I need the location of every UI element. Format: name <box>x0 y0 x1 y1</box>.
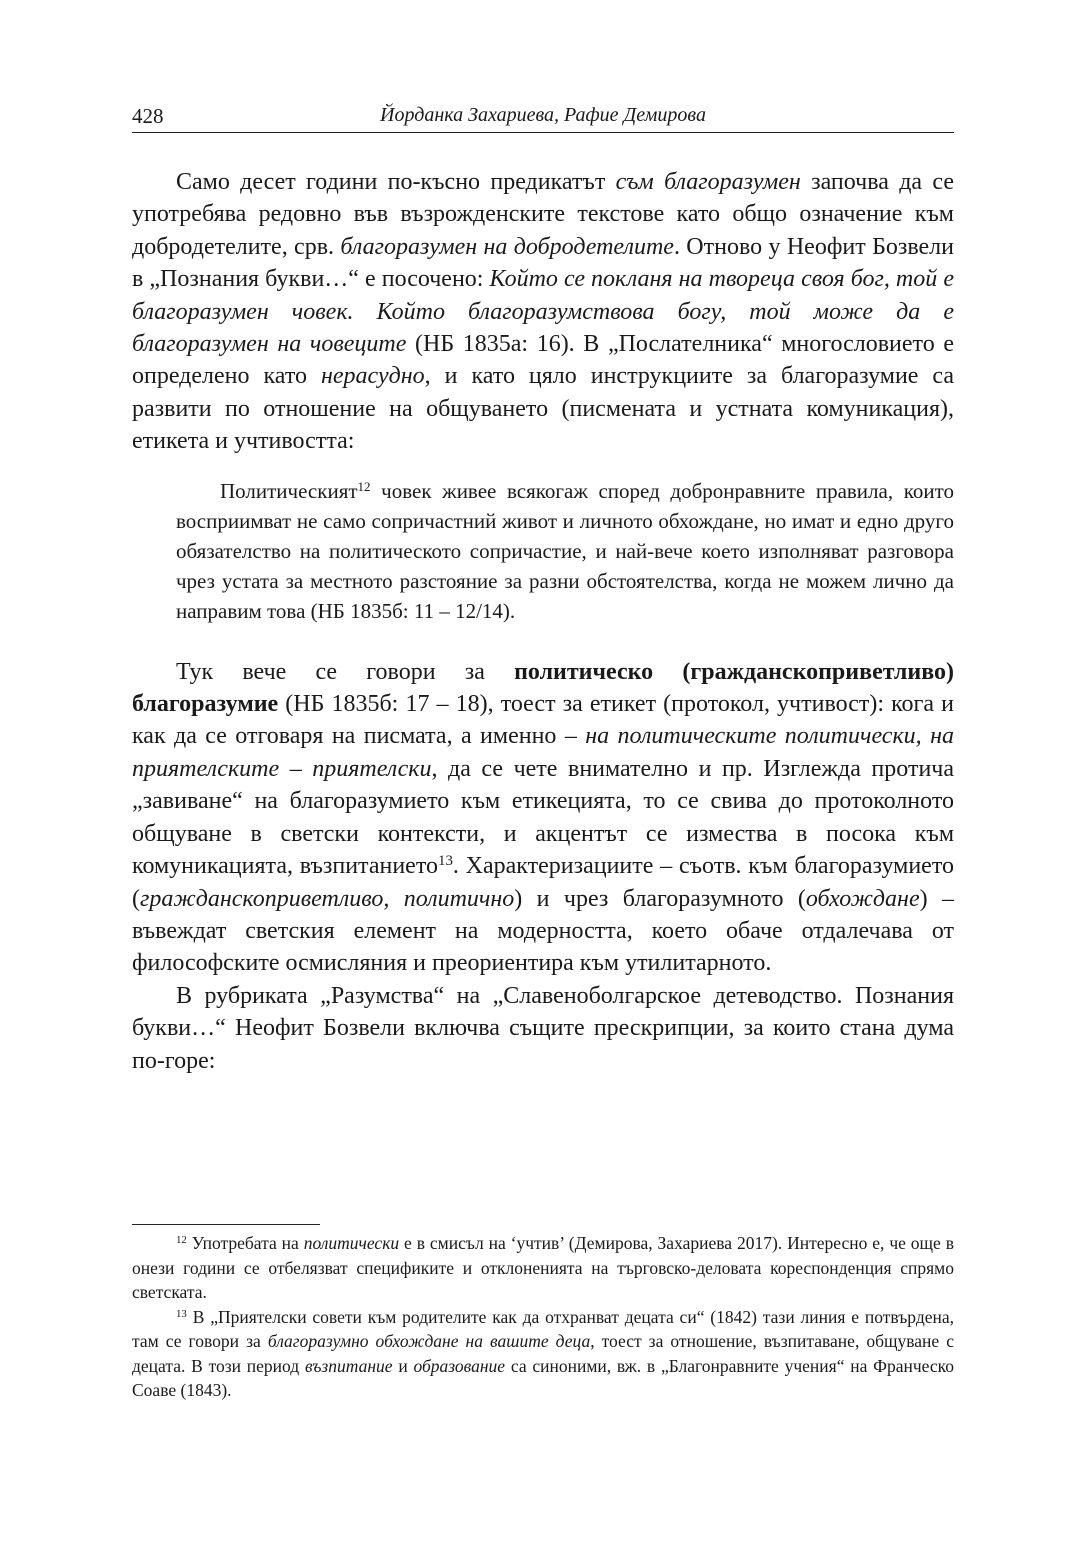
paragraph-3: В рубриката „Разумства“ на „Славеноболгарское детеводство. Познания букви…“ Неофит Бозвели включва същите прескрипции, за които стана дума по-горе: <box>132 982 954 1074</box>
footnote-12: $^{12}$ Употребата на политически е в смисъл на ‘учтив’ (Демирова, Захариева 2017). Интересно е, че още в онези години се отбелязват спецификите и отклоненията на търговско-деловата кореспонденция спрямо светската. <box>132 1233 954 1302</box>
footnote-13: $^{13}$ В „Приятелски совети към родителите как да отхранват децата си“ (1842) тази линия е потвърдена, там се говори за благоразумно обхождане на вашите деца, тоест за отношение, възпитаване, общуване с децата. В този период възпитание и образование са синоними, вж. в „Благонравните учения“ на Франческо Соаве (1843). <box>132 1306 954 1400</box>
paragraph-1: Само десет години по-късно предикатът съм благоразумен започва да се употребява редовно във възрожденските текстове като общо означение към добродетелите, срв. благоразумен на добродетелите. Отново у Неофит Бозвели в „Познания букви…“ е посочено: Който се покланя на твореца своя бог, той е благоразумен човек. Който благоразумствова богу, той може да е благоразумен на човеците (НБ 1835а: 16). В „Послателника“ многословието е определено като нерасудно, и като цяло инструкциите за благоразумие са развити по отношение на общуването (писмената и устната комуникация), етикета и учтивостта: <box>132 169 955 455</box>
footnote-separator <box>132 1224 320 1225</box>
block-quote: Политическият$^{12}$ човек живее всякогаж според добронравните правила, които восприимват не само сопричастний живот и личното обхождане, но имат и едно друго обязателство на политическото сопричастие, и най-вече което изполняват разговора чрез устата за местното разстояние за разни обстоятелства, когда не можем лично да направим това (НБ 1835б: 11 – 12/14). <box>176 478 954 623</box>
page-number: 428 <box>132 104 164 128</box>
footnote-ref-12[interactable]: 12 <box>357 478 371 494</box>
main-text <box>132 166 954 1077</box>
footnote-ref-13[interactable]: 13 <box>438 852 453 869</box>
footnotes <box>132 1231 954 1403</box>
paragraph-2: Тук вече се говори за политическо (гражданскоприветливо) благоразумие (НБ 1835б: 17 – 18), тоест за етикет (протокол, учтивост): кога и как да се отговаря на писмата, а именно – на политическите политически, на приятелските – приятелски, да се чете внимателно и пр. Изглежда протича „завиване“ на благоразумието към етикецията, то се свива до протоколното общуване в светски контексти, и акцентът се измества в посока към комуникацията, възпитанието$^{13}$. Характеризациите – съотв. към благоразумието (гражданскоприветливо, политично) и чрез благоразумното (обхождане) – въвеждат светския елемент на модерността, което обаче отдалечава от философските осмисляния и преориентира към утилитарното. <box>132 658 955 977</box>
running-header <box>132 100 954 133</box>
running-title: Йорданка Захариева, Рафие Демирова <box>380 104 706 126</box>
